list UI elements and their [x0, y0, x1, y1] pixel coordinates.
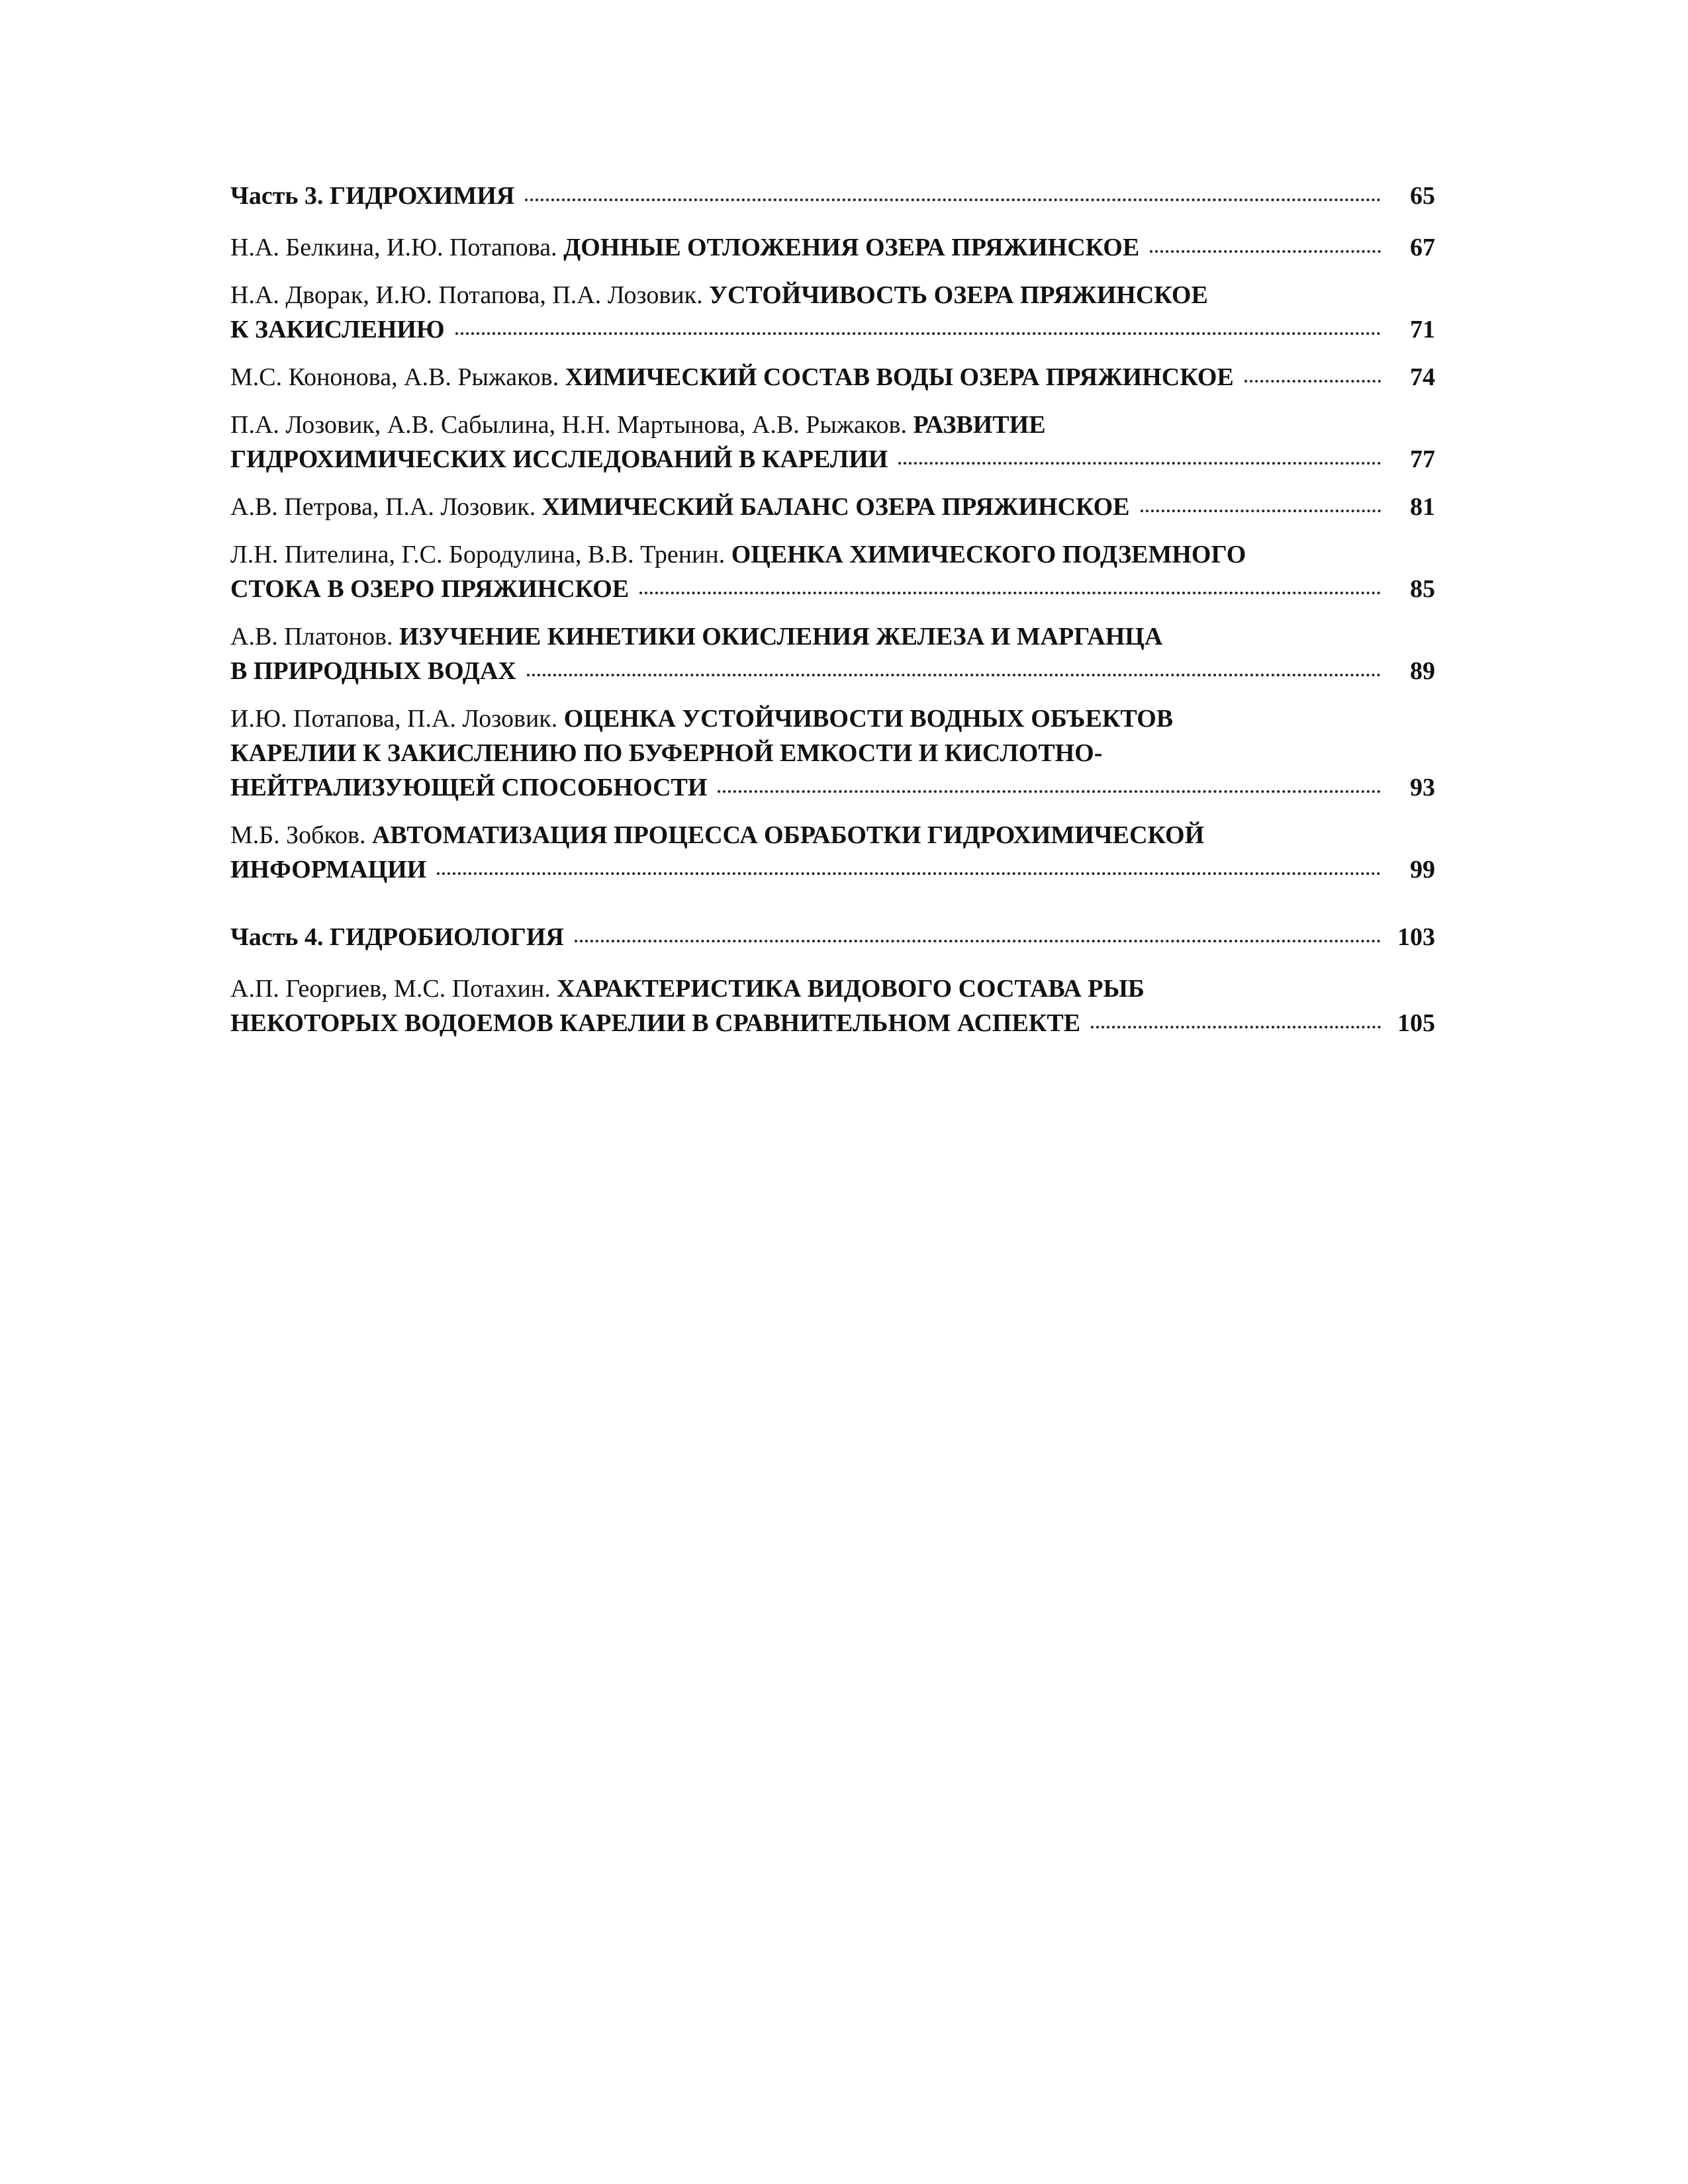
- toc-entry[interactable]: [230, 278, 1435, 347]
- page-number: 105: [1397, 1009, 1435, 1037]
- entry-authors: А.В. Петрова, П.А. Лозовик.: [230, 493, 542, 521]
- entry-title: АВТОМАТИЗАЦИЯ ПРОЦЕССА ОБРАБОТКИ ГИДРОХИМИЧЕСКОЙ: [371, 821, 1205, 849]
- entry-authors: А.В. Платонов.: [230, 623, 399, 651]
- page-number: 67: [1410, 234, 1435, 261]
- dot-leader: [1244, 377, 1381, 383]
- entry-title: ИЗУЧЕНИЕ КИНЕТИКИ ОКИСЛЕНИЯ ЖЕЛЕЗА И МАРГАНЦА: [399, 623, 1163, 651]
- toc-entry[interactable]: [230, 360, 1435, 394]
- entry-title-continued: СТОКА В ОЗЕРО ПРЯЖИНСКОЕ: [230, 575, 630, 603]
- entry-authors: М.С. Кононова, А.В. Рыжаков.: [230, 363, 565, 391]
- part-label: Часть 4. ГИДРОБИОЛОГИЯ: [230, 923, 564, 951]
- page-number: 103: [1397, 923, 1435, 951]
- entry-title-continued: НЕЙТРАЛИЗУЮЩЕЙ СПОСОБНОСТИ: [230, 774, 708, 801]
- toc-entry[interactable]: [230, 818, 1435, 887]
- dot-leader: [1150, 248, 1381, 253]
- entry-authors: Н.А. Белкина, И.Ю. Потапова.: [230, 234, 564, 261]
- dot-leader: [455, 330, 1381, 335]
- dot-leader: [1091, 1023, 1381, 1028]
- entry-title: РАЗВИТИЕ: [913, 411, 1046, 439]
- page-number: 93: [1410, 774, 1435, 801]
- dot-leader: [718, 788, 1381, 793]
- page-number: 81: [1410, 493, 1435, 521]
- page-number: 99: [1410, 856, 1435, 884]
- entry-authors: И.Ю. Потапова, П.А. Лозовик.: [230, 705, 564, 733]
- dot-leader: [1141, 507, 1381, 512]
- page-number: 65: [1410, 182, 1435, 210]
- toc-entry[interactable]: [230, 702, 1435, 805]
- entry-authors: Л.Н. Пителина, Г.С. Бородулина, В.В. Тренин.: [230, 541, 731, 569]
- entry-title: ОЦЕНКА ХИМИЧЕСКОГО ПОДЗЕМНОГО: [731, 541, 1246, 569]
- part-3-heading[interactable]: [230, 179, 1435, 213]
- entry-title-continued: В ПРИРОДНЫХ ВОДАХ: [230, 657, 516, 685]
- entry-title: ХАРАКТЕРИСТИКА ВИДОВОГО СОСТАВА РЫБ: [557, 975, 1145, 1003]
- part-4-heading[interactable]: [230, 920, 1435, 954]
- entry-title-continued: ИНФОРМАЦИИ: [230, 856, 427, 884]
- entry-authors: М.Б. Зобков.: [230, 821, 372, 849]
- dot-leader: [639, 589, 1381, 594]
- entry-title-continued: ГИДРОХИМИЧЕСКИХ ИССЛЕДОВАНИЙ В КАРЕЛИИ: [230, 445, 888, 473]
- page-number: 74: [1410, 363, 1435, 391]
- entry-authors: А.П. Георгиев, М.С. Потахин.: [230, 975, 557, 1003]
- entry-title-continued: К ЗАКИСЛЕНИЮ: [230, 316, 445, 343]
- toc-entry[interactable]: [230, 972, 1435, 1040]
- toc-entry[interactable]: [230, 230, 1435, 265]
- entry-title: ОЦЕНКА УСТОЙЧИВОСТИ ВОДНЫХ ОБЪЕКТОВ: [563, 705, 1174, 733]
- entry-authors: Н.А. Дворак, И.Ю. Потапова, П.А. Лозовик.: [230, 281, 710, 309]
- part-label: Часть 3. ГИДРОХИМИЯ: [230, 182, 515, 210]
- entry-title: УСТОЙЧИВОСТЬ ОЗЕРА ПРЯЖИНСКОЕ: [709, 281, 1208, 309]
- toc-entry[interactable]: [230, 490, 1435, 524]
- dot-leader: [898, 459, 1381, 465]
- entry-authors: П.А. Лозовик, А.В. Сабылина, Н.Н. Мартынова, А.В. Рыжаков.: [230, 411, 914, 439]
- entry-title-continued: КАРЕЛИИ К ЗАКИСЛЕНИЮ ПО БУФЕРНОЙ ЕМКОСТИ И КИСЛОТНО-: [230, 739, 1103, 767]
- entry-title: ХИМИЧЕСКИЙ БАЛАНС ОЗЕРА ПРЯЖИНСКОЕ: [541, 493, 1130, 521]
- entry-title: ХИМИЧЕСКИЙ СОСТАВ ВОДЫ ОЗЕРА ПРЯЖИНСКОЕ: [565, 363, 1234, 391]
- toc-entry[interactable]: [230, 619, 1435, 688]
- toc-entry[interactable]: [230, 408, 1435, 477]
- dot-leader: [527, 671, 1381, 676]
- table-of-contents: [230, 179, 1435, 1054]
- entry-title: ДОННЫЕ ОТЛОЖЕНИЯ ОЗЕРА ПРЯЖИНСКОЕ: [563, 234, 1140, 261]
- dot-leader: [575, 937, 1381, 942]
- page-number: 77: [1410, 445, 1435, 473]
- page-number: 89: [1410, 657, 1435, 685]
- dot-leader: [525, 196, 1381, 201]
- page-number: 71: [1410, 316, 1435, 343]
- entry-title-continued: НЕКОТОРЫХ ВОДОЕМОВ КАРЕЛИИ В СРАВНИТЕЛЬНОМ АСПЕКТЕ: [230, 1009, 1081, 1037]
- toc-entry[interactable]: [230, 537, 1435, 606]
- page-number: 85: [1410, 575, 1435, 603]
- dot-leader: [437, 870, 1381, 875]
